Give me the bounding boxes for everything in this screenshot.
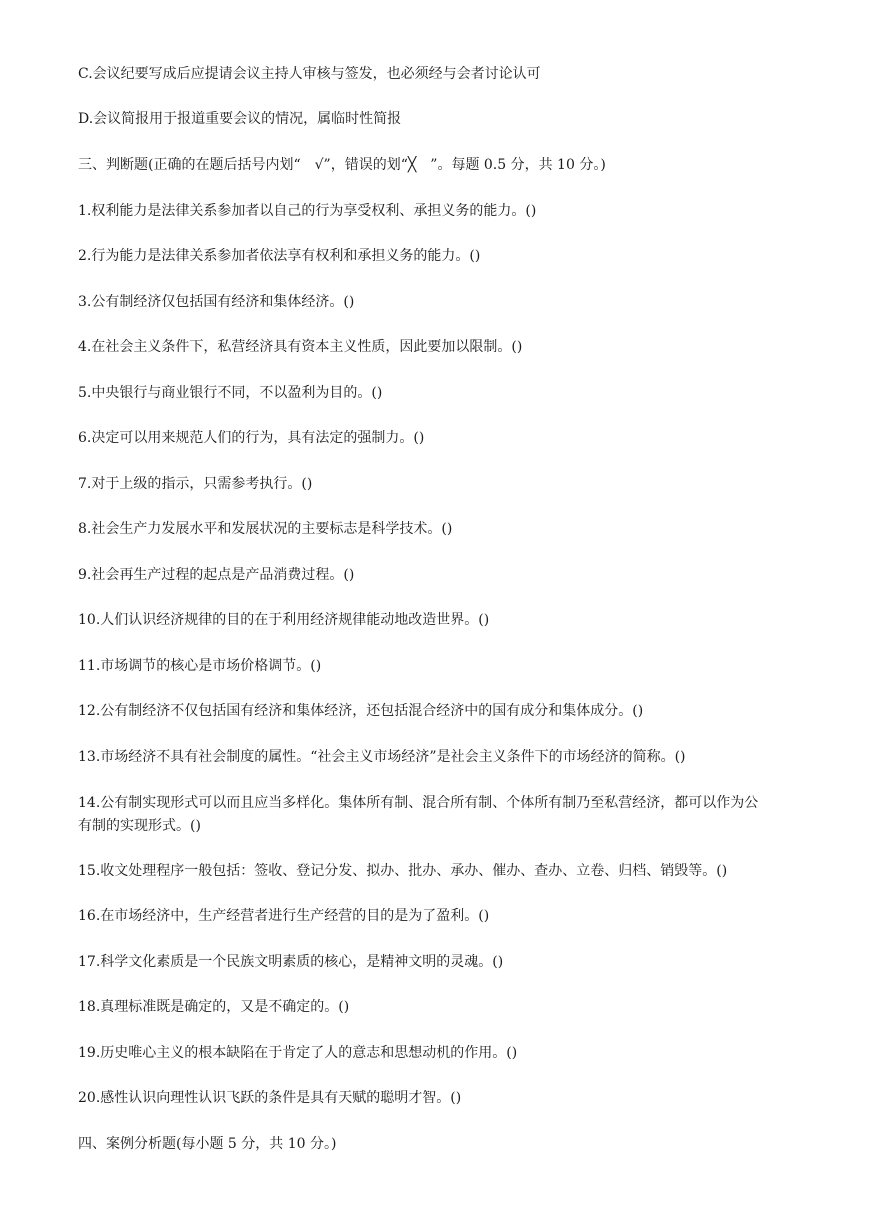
option-d-text: D.会议简报用于报道重要会议的情况，属临时性简报 — [78, 111, 402, 127]
question-18: 18.真理标准既是确定的，又是不确定的。() — [78, 999, 350, 1015]
question-5: 5.中央银行与商业银行不同，不以盈利为目的。() — [78, 385, 383, 401]
question-8: 8.社会生产力发展水平和发展状况的主要标志是科学技术。() — [78, 521, 453, 537]
question-9: 9.社会再生产过程的起点是产品消费过程。() — [78, 567, 355, 583]
option-c-text: C.会议纪要写成后应提请会议主持人审核与签发，也必须经与会者讨论认可 — [78, 66, 541, 82]
question-13: 13.市场经济不具有社会制度的属性。“社会主义市场经济”是社会主义条件下的市场经济的简称。() — [78, 749, 686, 765]
question-11: 11.市场调节的核心是市场价格调节。() — [78, 658, 322, 674]
question-15: 15.收文处理程序一般包括：签收、登记分发、拟办、批办、承办、催办、查办、立卷、归档、销毁等。() — [78, 863, 728, 879]
question-14: 14.公有制实现形式可以而且应当多样化。集体所有制、混合所有制、个体所有制乃至私营经济，都可以作为公 — [78, 795, 759, 811]
section-4-heading: 四、案例分析题(每小题 5 分，共 10 分。) — [78, 1136, 337, 1152]
question-10: 10.人们认识经济规律的目的在于利用经济规律能动地改造世界。() — [78, 612, 490, 628]
question-6: 6.决定可以用来规范人们的行为，具有法定的强制力。() — [78, 430, 425, 446]
question-3: 3.公有制经济仅包括国有经济和集体经济。() — [78, 294, 355, 310]
question-2: 2.行为能力是法律关系参加者依法享有权利和承担义务的能力。() — [78, 248, 481, 264]
question-7: 7.对于上级的指示，只需参考执行。() — [78, 476, 313, 492]
question-12: 12.公有制经济不仅包括国有经济和集体经济，还包括混合经济中的国有成分和集体成分。() — [78, 703, 644, 719]
question-14-continuation: 有制的实现形式。() — [78, 818, 201, 834]
question-19: 19.历史唯心主义的根本缺陷在于肯定了人的意志和思想动机的作用。() — [78, 1045, 518, 1061]
section-3-heading: 三、判断题(正确的在题后括号内划“ √”，错误的划“╳ ”。每题 0.5 分，共 10 分。) — [78, 157, 606, 173]
question-4: 4.在社会主义条件下，私营经济具有资本主义性质，因此要加以限制。() — [78, 339, 523, 355]
question-1: 1.权利能力是法律关系参加者以自己的行为享受权利、承担义务的能力。() — [78, 203, 537, 219]
question-20: 20.感性认识向理性认识飞跃的条件是具有天赋的聪明才智。() — [78, 1090, 462, 1106]
question-17: 17.科学文化素质是一个民族文明素质的核心，是精神文明的灵魂。() — [78, 954, 504, 970]
question-16: 16.在市场经济中，生产经营者进行生产经营的目的是为了盈利。() — [78, 908, 490, 924]
